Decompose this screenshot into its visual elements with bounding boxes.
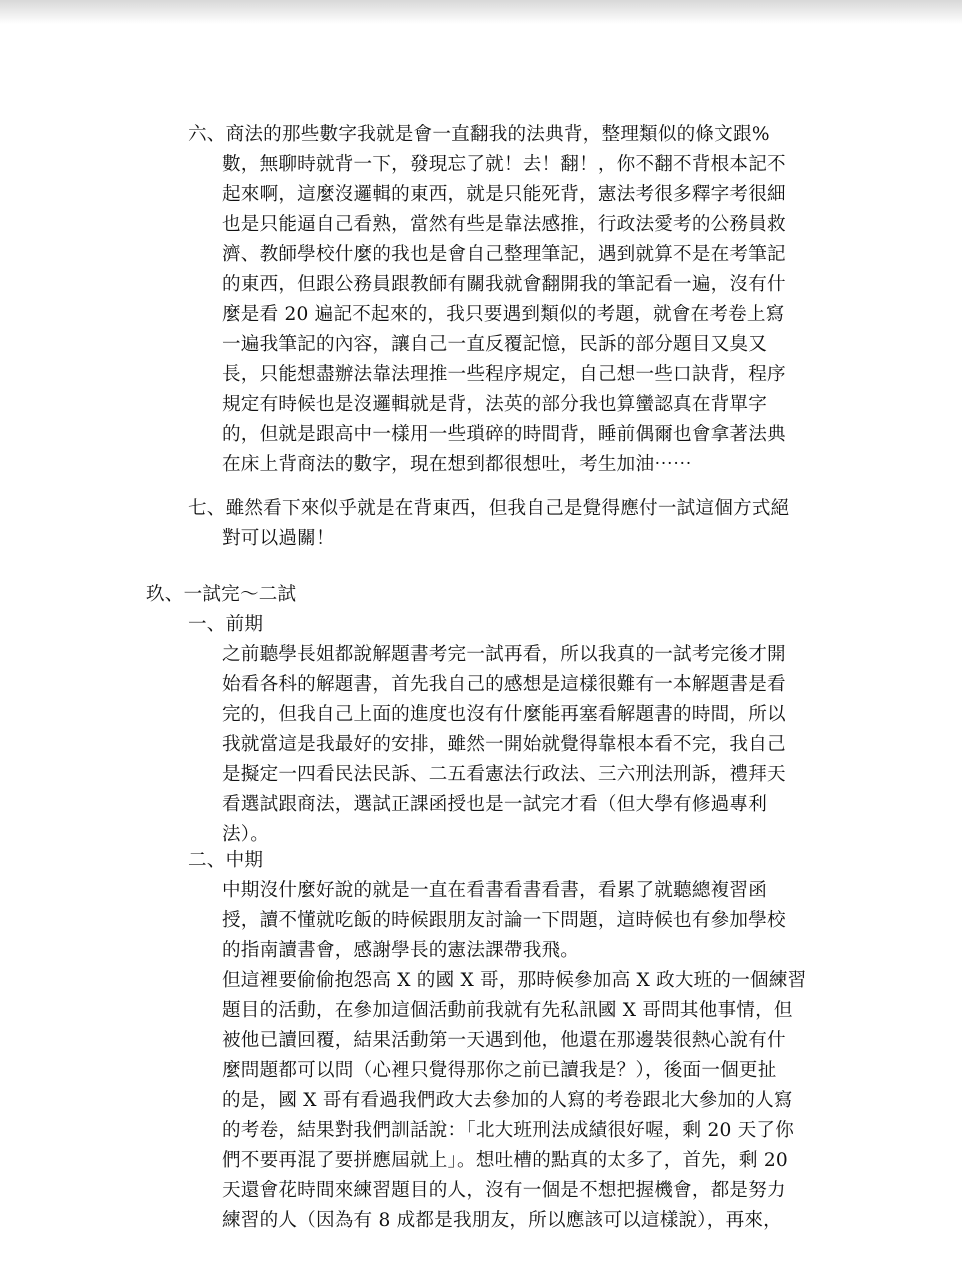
section6-line-4: 也是只能逼自己看熟，當然有些是靠法感推，行政法愛考的公務員救 [222,214,786,235]
early-line-2: 始看各科的解題書，首先我自己的感想是這樣很難有一本解題書是看 [222,674,786,695]
middle-line-4: 但這裡要偷偷抱怨高 X 的國 X 哥，那時候參加高 X 政大班的一個練習 [222,970,807,991]
section6-line-7: 麼是看 20 遍記不起來的，我只要遇到類似的考題，就會在考卷上寫 [222,304,785,325]
early-line-3: 完的，但我自己上面的進度也沒有什麼能再塞看解題書的時間，所以 [222,704,786,725]
middle-line-5: 題目的活動，在參加這個活動前我就有先私訊國 X 哥問其他事情，但 [222,1000,793,1021]
early-line-6: 看選試跟商法，選試正課函授也是一試完才看（但大學有修過專利 [222,794,768,815]
section6-line-10: 規定有時候也是沒邏輯就是背，法英的部分我也算蠻認真在背單字 [222,394,768,415]
scan-edge-shadow [0,0,962,24]
early-line-5: 是擬定一四看民法民訴、二五看憲法行政法、三六刑法刑訴，禮拜天 [222,764,786,785]
middle-line-11: 天還會花時間來練習題目的人，沒有一個是不想把握機會，都是努力 [222,1180,786,1201]
early-line-4: 我就當這是我最好的安排，雖然一開始就覺得靠根本看不完，我自己 [222,734,786,755]
middle-line-8: 的是，國 X 哥有看過我們政大去參加的人寫的考卷跟北大參加的人寫 [222,1090,793,1111]
middle-line-9: 的考卷，結果對我們訓話說：「北大班刑法成績很好喔，剩 20 天了你 [222,1120,795,1141]
section6-line-3: 起來啊，這麼沒邏輯的東西，就是只能死背，憲法考很多釋字考很細 [222,184,786,205]
middle-line-2: 授，讀不懂就吃飯的時候跟朋友討論一下問題，這時候也有參加學校 [222,910,786,931]
section6-line-6: 的東西，但跟公務員跟教師有關我就會翻開我的筆記看一遍，沒有什 [222,274,786,295]
section6-line-9: 長，只能想盡辦法靠法理推一些程序規定，自己想一些口訣背，程序 [222,364,786,385]
middle-line-6: 被他已讀回覆，結果活動第一天遇到他，他還在那邊裝很熱心說有什 [222,1030,786,1051]
section6-line-5: 濟、教師學校什麼的我也是會自己整理筆記，遇到就算不是在考筆記 [222,244,786,265]
section7-line-1: 七、雖然看下來似乎就是在背東西，但我自己是覺得應付一試這個方式絕 [188,498,790,519]
middle-line-12: 練習的人（因為有 8 成都是我朋友，所以應該可以這樣說），再來， [222,1210,782,1231]
early-line-7: 法）。 [222,824,270,845]
early-period-heading: 一、前期 [188,614,264,635]
section6-line-1: 六、商法的那些數字我就是會一直翻我的法典背，整理類似的條文跟% [188,124,770,145]
middle-period-heading: 二、中期 [188,850,264,871]
section6-line-11: 的，但就是跟高中一樣用一些瑣碎的時間背，睡前偶爾也會拿著法典 [222,424,786,445]
middle-line-1: 中期沒什麼好說的就是一直在看書看書看書，看累了就聽總複習函 [222,880,768,901]
middle-line-7: 麼問題都可以問（心裡只覺得那你之前已讀我是？），後面一個更扯 [222,1060,777,1081]
section6-line-12: 在床上背商法的數字，現在想到都很想吐，考生加油⋯⋯ [222,454,692,475]
middle-line-10: 們不要再混了要拼應屆就上」。想吐槽的點真的太多了，首先，剩 20 [222,1150,788,1171]
middle-line-3: 的指南讀書會，感謝學長的憲法課帶我飛。 [222,940,580,961]
chapter9-heading: 玖、一試完～二試 [146,584,297,605]
section6-line-8: 一遍我筆記的內容，讓自己一直反覆記憶，民訴的部分題目又臭又 [222,334,768,355]
early-line-1: 之前聽學長姐都說解題書考完一試再看，所以我真的一試考完後才開 [222,644,786,665]
section6-line-2: 數，無聊時就背一下，發現忘了就！去！翻！，你不翻不背根本記不 [222,154,786,175]
section7-line-2: 對可以過關！ [222,528,335,549]
